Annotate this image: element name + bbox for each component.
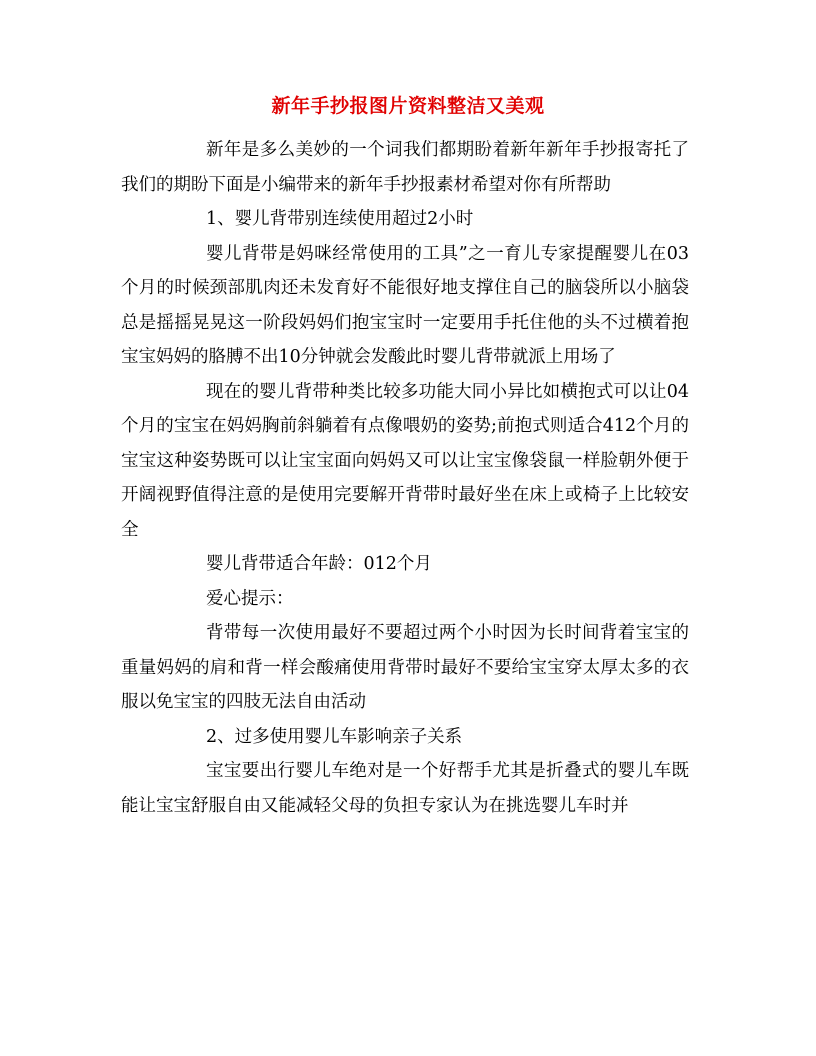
document-body xyxy=(121,133,689,823)
heading-section-2: 2、过多使用婴儿车影响亲子关系 xyxy=(206,726,463,747)
heading-section-1: 1、婴儿背带别连续使用超过2小时 xyxy=(206,209,474,229)
paragraph-tip-body: 背带每一次使用最好不要超过两个小时因为长时间背着宝宝的重量妈妈的肩和背一样会酸痛使用背带时最好不要给宝宝穿太厚太多的衣服以免宝宝的四肢无法自由活动 xyxy=(121,623,689,712)
document-title: 新年手抄报图片资料整洁又美观 xyxy=(271,95,545,117)
paragraph-carrier-age: 婴儿背带适合年龄：012个月 xyxy=(206,554,432,574)
paragraph-intro: 新年是多么美妙的一个词我们都期盼着新年新年手抄报寄托了我们的期盼下面是小编带来的新年手抄报素材希望对你有所帮助 xyxy=(121,140,689,195)
paragraph-stroller: 宝宝要出行婴儿车绝对是一个好帮手尤其是折叠式的婴儿车既能让宝宝舒服自由又能减轻父母的负担专家认为在挑选婴儿车时并 xyxy=(121,761,689,816)
paragraph-tip-label: 爱心提示： xyxy=(206,588,294,609)
paragraph-carrier-intro: 婴儿背带是妈咪经常使用的工具”之一育儿专家提醒婴儿在03个月的时候颈部肌肉还未发育好不能很好地支撑住自己的脑袋所以小脑袋总是摇摇晃晃这一阶段妈妈们抱宝宝时一定要用手托住他的头不过横着抱宝宝妈妈的胳膊不出10分钟就会发酸此时婴儿背带就派上用场了 xyxy=(121,243,689,367)
paragraph-carrier-types: 现在的婴儿背带种类比较多功能大同小异比如横抱式可以让04个月的宝宝在妈妈胸前斜躺着有点像喂奶的姿势;前抱式则适合412个月的宝宝这种姿势既可以让宝宝面向妈妈又可以让宝宝像袋鼠一样脸朝外便于开阔视野值得注意的是使用完要解开背带时最好坐在床上或椅子上比较安全 xyxy=(121,381,689,540)
